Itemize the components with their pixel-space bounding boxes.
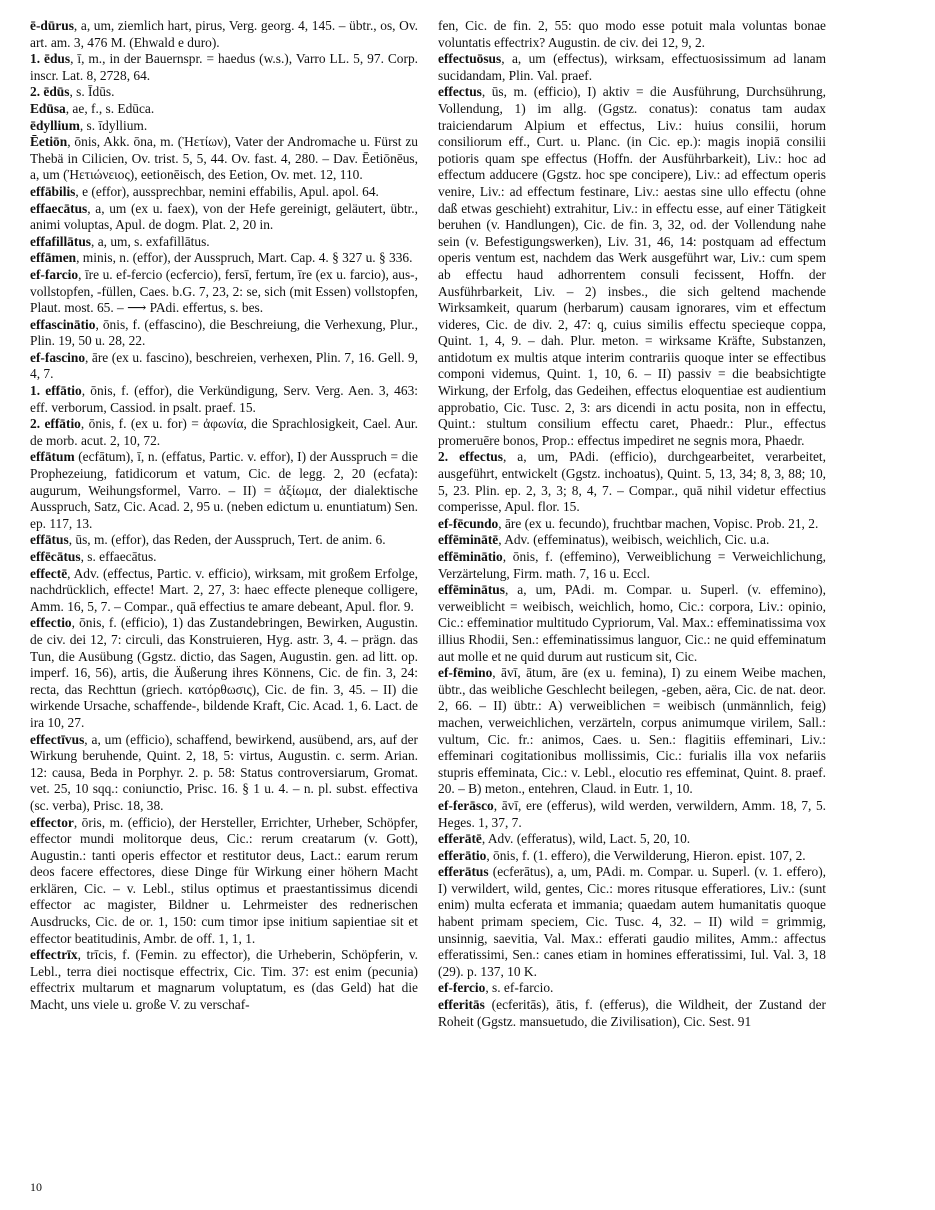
entry-headword: effāmen	[30, 250, 77, 266]
dictionary-entry	[438, 798, 826, 831]
entry-headword: ef-fascino	[30, 349, 86, 365]
entry-text: , a, um, PAdi. (efficio), durchgearbeitet, verarbeitet, ausgeführt, entwickelt (Ggstz. inchoatus), Quint. 5, 13, 34; 8, 3, 88; 10, 5, 23. Plin. ep. 2, 3, 3; 8, 4, 7. – Compar., quā nihil videtur effectius comperisse, Apul. flor. 15.	[438, 449, 826, 515]
dictionary-entry	[30, 51, 418, 84]
dictionary-entry	[30, 134, 418, 184]
entry-text: , ī, m., in der Bauernspr. = haedus (w.s.), Varro LL. 5, 97. Corp. inscr. Lat. 8, 2728, 64.	[30, 51, 418, 83]
entry-headword: efferātus	[438, 864, 489, 880]
entry-headword: effaecātus	[30, 200, 88, 216]
entry-text: , a, um (efficio), schaffend, bewirkend, ausübend, ars, auf der Wirkung beruhende, Quint. 2, 18, 5: virtus, Augustin. c. serm. Arian. 12: causa, Beda in Porphyr. 2. p. 58: Status controversiarum, Gromat. vet. 25, 10 sqq.: coniunctio, Prisc. 16. § 1 u. 4. – n. pl. subst. effectiva (sc. verba), Prisc. 18, 38.	[30, 731, 418, 813]
entry-text: , s. Īdūs.	[69, 84, 115, 100]
page-number: 10	[30, 1180, 42, 1194]
entry-text: , Adv. (effectus, Partic. v. efficio), wirksam, mit großem Erfolge, nachdrücklich, effecte! Mart. 2, 27, 3: haec effecte pleneque colligere, Amm. 16, 5, 7. – Compar., quā effectius te amare debeant, Apul. flor. 9.	[30, 565, 418, 614]
entry-text: , ōnis, f. (effemino), Verweiblichung = Verweichlichung, Verzärtelung, Firm. math. 7, 16 u. Eccl.	[438, 549, 826, 581]
entry-headword: effēminātus	[438, 582, 505, 598]
entry-text: , āre (ex u. fecundo), fruchtbar machen, Vopisc. Prob. 21, 2.	[498, 515, 819, 531]
dictionary-entry	[438, 549, 826, 582]
entry-headword: ef-ferāsco	[438, 797, 494, 813]
entry-text: , ōnis, f. (effascino), die Beschreiung, die Verhexung, Plur., Plin. 19, 50 u. 28, 22.	[30, 316, 418, 349]
entry-headword: ef-fercio	[438, 980, 486, 996]
right-column	[438, 18, 826, 1030]
entry-text: , āre (ex u. fascino), beschreien, verhexen, Plin. 7, 16. Gell. 9, 4, 7.	[30, 349, 418, 382]
dictionary-entry	[30, 383, 418, 416]
entry-text: fen, Cic. de fin. 2, 55: quo modo esse potuit mala voluntas bonae voluntatis effectrix? Augustin. de civ. dei 12, 9, 2.	[438, 18, 826, 50]
dictionary-entry	[30, 947, 418, 1013]
dictionary-entry	[30, 416, 418, 449]
entry-text: (ecferātus), a, um, PAdi. m. Compar. u. Superl. (v. 1. effero), I) verwildert, wild, gentes, Cic.: mores ritusque efferatiores, Liv.: (sunt enim) multa ecferata et immania; quaedam autem humanitatis quoque habent primam speciem, Cic. Tusc. 4, 32. – II) wild = grimmig, unsinnig, saevitia, Val. Max.: efferati gaudio milites, Amm.: affectus efferatissimi, Sen.: canes etiam in homines efferatissimi, Iul. Val. 3, 18 (29). p. 137, 10 K.	[438, 864, 826, 979]
entry-text: , āvī, ere (efferus), wild werden, verwildern, Amm. 18, 7, 5. Heges. 1, 37, 7.	[438, 797, 826, 830]
entry-headword: effēminātē	[438, 532, 499, 548]
left-column	[30, 18, 418, 1014]
entry-headword: effafillātus	[30, 233, 91, 249]
entry-headword: effectuōsus	[438, 51, 502, 67]
entry-headword: effātum	[30, 449, 75, 465]
entry-text: , a, um (ex u. faex), von der Hefe gereinigt, geläutert, übtr., animi voluptas, Apul. de dogm. Plat. 2, 20 in.	[30, 200, 418, 233]
dictionary-entry	[30, 118, 418, 135]
entry-headword: effābilis	[30, 183, 76, 199]
entry-headword: effectus	[438, 84, 482, 100]
entry-headword: effectio	[30, 615, 72, 631]
entry-text: , ōnis, f. (efficio), 1) das Zustandebringen, Bewirken, Augustin. de civ. dei 12, 7: circuli, das Konstruieren, Hyg. astr. 3, 4. – prägn. das Tun, die Ausübung (Ggstz. dictio, das Sagen, Augustin. gen. ad litt. op. imperf. 16, 56), artis, die Äußerung ihres Könnens, Cic. de fin. 3, 24: recta, das Rechttun (griech. κατόρθωσις), Cic. de fin. 3, 45. – II) die wirkende Ursache, schaffende-, bildende Kraft, Cic. Acad. 1, 6. Lact. de ira 10, 27.	[30, 615, 418, 730]
entry-headword: effēcātus	[30, 549, 81, 564]
entry-headword: ef-fēcundo	[438, 515, 499, 531]
entry-text: , a, um, s. exfafillātus.	[91, 233, 210, 249]
entry-headword: efferātio	[438, 847, 487, 863]
entry-headword: effectīvus	[30, 731, 85, 747]
dictionary-entry	[30, 250, 418, 267]
dictionary-entry	[30, 84, 418, 101]
dictionary-entry	[438, 665, 826, 798]
entry-text: , s. ef-farcio.	[485, 980, 554, 996]
entry-text: , ōnis, f. (ex u. for) = ἀφωνία, die Sprachlosigkeit, Cael. Aur. de morb. acut. 2, 10, 72.	[30, 416, 418, 448]
dictionary-entry	[30, 184, 418, 201]
entry-text: , s. īdyllium.	[79, 117, 148, 133]
entry-text: , trīcis, f. (Femin. zu effector), die Urheberin, Schöpferin, v. Lebl., terra diei noctisque effectrix, Cic. Tim. 37: est enim (pecunia) effectrix multarum et magnarum voluptatum, es (das Geld) hat die Macht, uns viele u. große V. zu verschaf-	[30, 947, 418, 1013]
entry-headword: 2. ēdūs	[30, 84, 70, 100]
entry-text: , ōnis, f. (effor), die Verkündigung, Serv. Verg. Aen. 3, 463: eff. verborum, Cassiod. in psalt. praef. 15.	[30, 383, 418, 415]
dictionary-entry	[30, 234, 418, 251]
entry-text: , a, um (effectus), wirksam, effectuosissimum ad lanam sucidandam, Plin. Val. praef.	[438, 51, 826, 83]
entry-text: , āvī, ātum, āre (ex u. femina), I) zu einem Weibe machen, übtr., das weibliche Geschlecht beilegen, -geben, aëra, Cic. de nat. deor. 2, 66. – II) übtr.: A) verweiblichen = weibisch (unmännlich, feig) machen, verweichlichen, verzärteln, corpus animumque virilem, Sall.: vultum, Cic. fr.: animos, Caes. u. Sen.: flagitiis effeminari, Liv.: effeminari cogitationibus mollissimis, Cic.: furialis illa vox nefariis stupris effeminata, Cic.: v. Lebl., elocutio res effeminat, Quint. 8. praef. 20. – B) meton., entehren, Claud. in Eutr. 1, 10.	[438, 665, 826, 797]
entry-headword: effectē	[30, 565, 68, 581]
dictionary-entry	[438, 532, 826, 549]
dictionary-entry	[30, 615, 418, 731]
entry-text: , e (effor), aussprechbar, nemini effabilis, Apul. apol. 64.	[75, 183, 379, 199]
entry-headword: ē-dūrus	[30, 18, 74, 33]
entry-headword: effectrīx	[30, 947, 78, 963]
entry-text: , ōnis, f. (1. effero), die Verwilderung, Hieron. epist. 107, 2.	[486, 847, 806, 863]
dictionary-entry	[30, 101, 418, 118]
entry-headword: efferātē	[438, 831, 482, 847]
entry-headword: 1. ēdus	[30, 51, 71, 67]
entry-text: , a, um, ziemlich hart, pirus, Verg. georg. 4, 145. – übtr., os, Ov. art. am. 3, 476 M. (Ehwald e duro).	[30, 18, 418, 50]
dictionary-entry	[438, 51, 826, 84]
dictionary-entry	[30, 815, 418, 948]
dictionary-entry	[438, 980, 826, 997]
dictionary-entry	[30, 350, 418, 383]
dictionary-entry	[438, 84, 826, 449]
dictionary-entry	[30, 549, 418, 566]
entry-text: , minis, n. (effor), der Ausspruch, Mart. Cap. 4. § 327 u. § 336.	[76, 250, 413, 266]
dictionary-entry	[438, 864, 826, 980]
entry-headword: 2. effectus	[438, 449, 503, 465]
entry-text: , a, um, PAdi. m. Compar. u. Superl. (v. effemino), verweiblicht = weibisch, weichlich, homo, Cic.: corpora, Liv.: opinio, Cic.: effeminatior multitudo Cypriorum, Val. Max.: effeminatissima vox illius Rhodii, Sen.: effeminatissimus languor, Cic.: ne quid effeminatum aut molle et ne quid durum aut rusticum sit, Cic.	[438, 582, 826, 664]
dictionary-entry	[438, 516, 826, 533]
entry-headword: 1. effātio	[30, 383, 82, 399]
dictionary-entry	[30, 267, 418, 317]
entry-text: , ōris, m. (efficio), der Hersteller, Errichter, Urheber, Schöpfer, effector mundi molitorque deus, Cic.: rerum creatarum (v. Gott), Augustin.: tanti operis effector et restitutor deus, Lact.: earum rerum deos facere effectores, diese Dinge für Wirkung einer höhern Macht erklären, Cic. – v. Lebl., stilus optimus et praestantissimus dicendi effector ac magister, Bildner u. Lehrmeister des rednerischen Ausdrucks, Cic. de or. 1, 150: cum timor ipse initium sapientiae sit et effector beatitudinis, Ambr. de off. 1, 1, 1.	[30, 814, 418, 946]
dictionary-entry	[30, 532, 418, 549]
dictionary-entry	[30, 201, 418, 234]
entry-text: , ae, f., s. Edūca.	[65, 100, 155, 116]
entry-text: , ūs, m. (efficio), I) aktiv = die Ausführung, Durchsührung, Vollendung, 1) im allg. (Ggstz. conatus): conatus tam audax traiciendarum Alpium et effectus, Liv.: huius consilii, horum consiliorum eff., Curt. u. Planc. (in Cic. ep.): magis inopiā consilii potioris quam spe effectus (Hoffn. der Ausführbarkeit), Liv.: hoc ad effectum adducere (Ggstz. hoc spe concipere), Liv.: ad effectum operis venire, Liv.: ad effectum festinare, Liv.: aestas sine ullo effectu (ohne daß etwas geschieht) extrahitur, Liv.: in effectu esse, auf einer Tätigkeit beruhen (v. Handlungen), Cic. de fin. 3, 32, od. der Vollendung nahe sein (v. Befestigungswerken), Liv. 31, 46, 14: postquam ad effectum operis ventum est, nachdem das Werk ausgeführt war, Liv.: cum spem ab effectu haud adhorrentem consuli fecissent, Hoffn. der Ausführbarkeit, Liv. – 2) insbes., die sich geltend machende Wirksamkeit, quarum (herbarum) causam ignorares, vim et effectum videres, Cic. de div. 2, 47: q, cuius similis effectu specieque coppa, Quint. 1, 4, 9. – dah. Plur. meton. = wirksame Kräfte, Substanzen, antidotum ex multis atque interim contrariis quoque inter se effectibus componi videmus, Quint. 1, 10, 6. – II) passiv = die beabsichtigte Wirkung, der Erfolg, das Gedeihen, effectus eloquentiae est audientium approbatio, Cic. Tusc. 2, 3: ars dicendi in actu posita, non in effectu, Quint.: stultum consilium effectu caret, Phaedr.: Plur., effectus promeruēre bonos, Prop.: effectus impediret ne segnis mora, Phaedr.	[438, 84, 826, 448]
dictionary-entry	[438, 582, 826, 665]
entry-headword: effātus	[30, 532, 69, 548]
dictionary-entry	[438, 848, 826, 865]
entry-headword: effascinātio	[30, 316, 96, 332]
entry-headword: ef-farcio	[30, 266, 79, 282]
entry-text: , s. effaecātus.	[80, 549, 157, 564]
dictionary-entry	[30, 18, 418, 51]
entry-headword: 2. effātio	[30, 416, 81, 432]
entry-text: , īre u. ef-fercio (ecfercio), fersī, fertum, īre (ex u. farcio), aus-, vollstopfen, -füllen, Caes. b.G. 7, 23, 2: se, sich (mit Essen) vollstopfen, Plaut. most. 65. – ⟶ PAdi. effertus, s. bes.	[30, 266, 418, 316]
dictionary-entry	[438, 997, 826, 1030]
entry-headword: effector	[30, 814, 74, 830]
dictionary-entry	[30, 449, 418, 532]
dictionary-entry	[438, 18, 826, 51]
dictionary-entry	[438, 831, 826, 848]
dictionary-entry	[30, 732, 418, 815]
dictionary-entry	[438, 449, 826, 515]
entry-headword: Edūsa	[30, 100, 66, 116]
entry-text: , ūs, m. (effor), das Reden, der Ausspruch, Tert. de anim. 6.	[68, 532, 386, 548]
entry-headword: effēminātio	[438, 549, 503, 564]
entry-text: (ecferitās), ātis, f. (efferus), die Wildheit, der Zustand der Roheit (Ggstz. mansuetudo, die Zivilisation), Cic. Sest. 91	[438, 997, 826, 1029]
entry-headword: ef-fēmino	[438, 665, 493, 681]
entry-headword: Ēetiōn	[30, 134, 68, 150]
entry-text: , Adv. (efferatus), wild, Lact. 5, 20, 10.	[481, 831, 691, 847]
entry-headword: efferitās	[438, 997, 485, 1013]
entry-headword: ēdyllium	[30, 117, 80, 133]
dictionary-entry	[30, 317, 418, 350]
dictionary-entry	[30, 566, 418, 616]
entry-text: , Adv. (effeminatus), weibisch, weichlich, Cic. u.a.	[498, 532, 770, 548]
entry-text: (ecfātum), ī, n. (effatus, Partic. v. effor), I) der Ausspruch = die Prophezeiung, fatidicorum et vatum, Cic. de legg. 2, 20 (ecfata): augurum, Weihungsformel, Varro. – II) = ἀξίωμα, der dialektische Ausspruch, Satz, Cic. Acad. 2, 95 u. (neben edictum u. enuntiatum) Sen. ep. 117, 13.	[30, 449, 418, 531]
entry-text: , ōnis, Akk. ōna, m. (Ἠετίων), Vater der Andromache u. Fürst zu Thebä in Cilicien, Ov. trist. 5, 5, 44. Ov. fast. 4, 280. – Dav. Ēetiōnēus, a, um (Ἠετιώνειος), eetionēisch, des Eetion, Ov. met. 12, 110.	[30, 134, 418, 183]
